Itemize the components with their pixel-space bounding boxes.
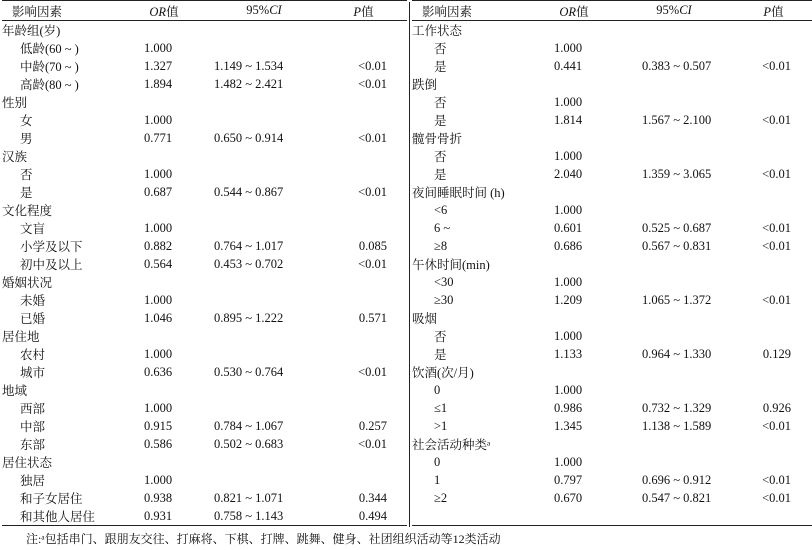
or-cell — [530, 309, 618, 327]
p-cell: <0.01 — [762, 472, 791, 487]
factor-cell: <30 — [434, 274, 454, 289]
header-ci: 95%CI — [208, 1, 320, 21]
factor-cell: 0 — [434, 382, 441, 397]
ci-cell — [208, 93, 320, 111]
p-cell — [320, 399, 407, 417]
table-row — [412, 399, 812, 417]
ci-cell — [618, 39, 730, 57]
p-cell — [730, 21, 812, 40]
ci-cell — [618, 147, 730, 165]
p-cell: <0.01 — [358, 76, 387, 91]
table-row — [412, 417, 812, 435]
ci-cell — [208, 273, 320, 291]
factor-cell: 社会活动种类ᵃ — [412, 438, 491, 452]
table-row — [2, 129, 407, 147]
factor-cell: 工作状态 — [412, 24, 463, 38]
ci-cell: 0.383 ~ 0.507 — [642, 58, 712, 73]
table-row — [2, 471, 407, 489]
table-row — [2, 399, 407, 417]
group-row — [2, 201, 407, 219]
p-cell — [730, 363, 812, 381]
table-row — [2, 291, 407, 309]
ci-cell — [618, 507, 730, 526]
ci-cell — [618, 255, 730, 273]
or-cell: 0.586 — [144, 436, 173, 451]
left-table — [2, 0, 407, 526]
or-cell: 1.000 — [144, 292, 173, 307]
ci-cell — [208, 453, 320, 471]
p-cell: <0.01 — [762, 112, 791, 127]
or-cell: 1.000 — [144, 40, 173, 55]
factor-cell: <6 — [434, 202, 448, 217]
table-row — [412, 57, 812, 75]
table-row — [2, 489, 407, 507]
table-row — [412, 453, 812, 471]
ci-cell — [208, 291, 320, 309]
factor-cell: ≤1 — [434, 400, 448, 415]
table-row — [2, 111, 407, 129]
or-cell: 0.601 — [554, 220, 583, 235]
factor-cell: 否 — [434, 96, 447, 110]
factor-cell: 男 — [20, 132, 33, 146]
factor-cell: 文化程度 — [2, 204, 53, 218]
factor-cell: 文盲 — [20, 222, 46, 236]
factor-cell: 居住状态 — [2, 456, 53, 470]
factor-cell: 是 — [20, 186, 33, 200]
factor-cell: 1 — [434, 472, 441, 487]
group-row — [412, 363, 812, 381]
table-row — [412, 201, 812, 219]
ci-cell: 0.453 ~ 0.702 — [214, 256, 284, 271]
factor-cell: 否 — [434, 330, 447, 344]
or-cell — [120, 381, 208, 399]
column-divider — [409, 2, 410, 527]
factor-cell: 婚姻状况 — [2, 276, 53, 290]
ci-cell: 0.502 ~ 0.683 — [214, 436, 284, 451]
group-row — [2, 453, 407, 471]
or-cell: 1.209 — [554, 292, 583, 307]
header-or: OR值 — [120, 1, 208, 21]
p-cell — [730, 201, 812, 219]
p-cell: <0.01 — [358, 130, 387, 145]
or-cell: 1.046 — [144, 310, 173, 325]
p-cell: <0.01 — [762, 418, 791, 433]
factor-cell: 和其他人居住 — [2, 507, 120, 526]
or-cell: 0.797 — [554, 472, 583, 487]
ci-cell — [618, 309, 730, 327]
table-row — [2, 75, 407, 93]
factor-cell: 和子女居住 — [20, 492, 83, 506]
right-table — [412, 0, 812, 526]
factor-cell: 农村 — [20, 348, 46, 362]
ci-cell — [618, 75, 730, 93]
or-cell: 0.686 — [554, 238, 583, 253]
factor-cell: 年龄组(岁) — [2, 24, 61, 38]
table-row — [412, 381, 812, 399]
factor-cell: 性别 — [2, 96, 28, 110]
or-cell: 1.000 — [554, 40, 583, 55]
or-cell — [120, 453, 208, 471]
factor-cell: 城市 — [20, 366, 46, 380]
ci-cell — [208, 111, 320, 129]
p-cell: <0.01 — [358, 58, 387, 73]
p-cell — [320, 93, 407, 111]
or-cell — [530, 255, 618, 273]
group-row — [2, 147, 407, 165]
p-cell: 0.344 — [358, 490, 387, 505]
p-cell: 0.926 — [762, 400, 791, 415]
ci-cell — [618, 129, 730, 147]
p-cell — [730, 453, 812, 471]
or-cell: 0.441 — [554, 58, 583, 73]
factor-cell: ≥2 — [434, 490, 448, 505]
ci-cell — [208, 201, 320, 219]
p-cell: 0.494 — [320, 507, 407, 526]
ci-cell — [618, 381, 730, 399]
ci-cell: 0.547 ~ 0.821 — [642, 490, 712, 505]
table-footnote: 注:ᵃ包括串门、跟朋友交往、打麻将、下棋、打牌、跳舞、健身、社团组织活动等12类活动 — [26, 532, 501, 546]
ci-cell: 0.567 ~ 0.831 — [642, 238, 712, 253]
header-ci: 95%CI — [618, 1, 730, 21]
p-cell — [320, 327, 407, 345]
ci-cell — [208, 471, 320, 489]
or-cell: 1.000 — [144, 472, 173, 487]
group-row — [412, 309, 812, 327]
ci-cell — [208, 399, 320, 417]
ci-cell: 0.732 ~ 1.329 — [642, 400, 712, 415]
ci-cell — [618, 453, 730, 471]
or-cell — [530, 75, 618, 93]
p-cell: <0.01 — [762, 58, 791, 73]
or-cell — [120, 327, 208, 345]
p-cell: <0.01 — [762, 490, 791, 505]
ci-cell: 0.764 ~ 1.017 — [214, 238, 284, 253]
p-cell: <0.01 — [358, 436, 387, 451]
or-cell: 0.771 — [144, 130, 173, 145]
or-cell: 1.000 — [554, 454, 583, 469]
or-cell — [530, 129, 618, 147]
ci-cell: 0.784 ~ 1.067 — [214, 418, 284, 433]
table-row — [412, 489, 812, 507]
p-cell: <0.01 — [358, 184, 387, 199]
ci-cell — [618, 327, 730, 345]
factor-cell: 已婚 — [20, 312, 46, 326]
p-cell — [730, 309, 812, 327]
group-row — [412, 183, 812, 201]
or-cell — [530, 363, 618, 381]
p-cell: 0.571 — [358, 310, 387, 325]
ci-cell: 1.138 ~ 1.589 — [642, 418, 712, 433]
ci-cell: 0.525 ~ 0.687 — [642, 220, 712, 235]
p-cell — [730, 93, 812, 111]
ci-cell — [618, 363, 730, 381]
group-row — [412, 255, 812, 273]
or-cell: 0.931 — [120, 507, 208, 526]
ci-cell — [618, 201, 730, 219]
table-row — [2, 435, 407, 453]
p-cell: <0.01 — [762, 166, 791, 181]
group-row — [412, 75, 812, 93]
p-cell — [730, 147, 812, 165]
or-cell: 1.814 — [554, 112, 583, 127]
factor-cell: 是 — [434, 348, 447, 362]
factor-cell: 中部 — [20, 420, 46, 434]
or-cell: 1.000 — [554, 382, 583, 397]
factor-cell: 夜间睡眠时间 (h) — [412, 186, 505, 200]
p-cell — [730, 75, 812, 93]
p-cell: 0.257 — [358, 418, 387, 433]
table-row — [412, 219, 812, 237]
factor-cell: 小学及以下 — [20, 240, 83, 254]
ci-cell: 0.895 ~ 1.222 — [214, 310, 284, 325]
ci-cell: 1.482 ~ 2.421 — [214, 76, 284, 91]
or-cell: 2.040 — [554, 166, 583, 181]
p-cell: <0.01 — [762, 238, 791, 253]
p-cell: <0.01 — [358, 256, 387, 271]
p-cell — [320, 381, 407, 399]
p-cell — [730, 39, 812, 57]
ci-cell — [618, 183, 730, 201]
factor-cell: 低龄(60 ~ ) — [20, 42, 79, 56]
factor-cell: 是 — [434, 168, 447, 182]
factor-cell: 否 — [434, 150, 447, 164]
factor-cell: 地域 — [2, 384, 28, 398]
group-row — [2, 273, 407, 291]
or-cell: 1.000 — [554, 274, 583, 289]
table-row — [2, 237, 407, 255]
header-row — [412, 1, 812, 21]
table-row — [412, 39, 812, 57]
group-row — [412, 435, 812, 453]
p-cell — [320, 201, 407, 219]
table-row — [412, 471, 812, 489]
ci-cell: 0.758 ~ 1.143 — [208, 507, 320, 526]
or-cell: 0.636 — [144, 364, 173, 379]
p-cell — [730, 327, 812, 345]
ci-cell — [618, 273, 730, 291]
or-cell — [120, 147, 208, 165]
p-cell — [730, 381, 812, 399]
or-cell — [530, 183, 618, 201]
or-cell: 1.345 — [554, 418, 583, 433]
table-row — [2, 219, 407, 237]
factor-cell: 未婚 — [20, 294, 46, 308]
factor-cell: 髋骨骨折 — [412, 132, 463, 146]
table-row — [2, 363, 407, 381]
header-p: P值 — [730, 1, 812, 21]
p-cell — [320, 39, 407, 57]
ci-cell: 0.650 ~ 0.914 — [214, 130, 284, 145]
table-row — [2, 309, 407, 327]
table-row — [412, 93, 812, 111]
p-cell — [320, 147, 407, 165]
p-cell — [320, 165, 407, 183]
factor-cell: 西部 — [20, 402, 46, 416]
or-cell — [120, 273, 208, 291]
p-cell — [730, 129, 812, 147]
factor-cell: 中龄(70 ~ ) — [20, 60, 79, 74]
ci-cell: 1.567 ~ 2.100 — [642, 112, 712, 127]
factor-cell: 女 — [20, 114, 33, 128]
table-row — [2, 183, 407, 201]
table-row — [2, 255, 407, 273]
factor-cell: 吸烟 — [412, 312, 438, 326]
table-row — [2, 417, 407, 435]
ci-cell: 1.359 ~ 3.065 — [642, 166, 712, 181]
factor-cell: 0 — [434, 454, 441, 469]
group-row — [2, 327, 407, 345]
p-cell: 0.129 — [762, 346, 791, 361]
table-row — [412, 111, 812, 129]
p-cell — [320, 219, 407, 237]
group-row — [2, 381, 407, 399]
factor-cell: 是 — [434, 60, 447, 74]
factor-cell: 否 — [434, 42, 447, 56]
ci-cell: 0.530 ~ 0.764 — [214, 364, 284, 379]
or-cell: 1.000 — [554, 94, 583, 109]
factor-cell: >1 — [434, 418, 448, 433]
or-cell: 1.000 — [144, 166, 173, 181]
or-cell — [120, 21, 208, 40]
factor-cell: 初中及以上 — [20, 258, 83, 272]
ci-cell — [618, 93, 730, 111]
ci-cell — [208, 219, 320, 237]
ci-cell: 1.065 ~ 1.372 — [642, 292, 712, 307]
factor-cell: 汉族 — [2, 150, 28, 164]
p-cell: 0.085 — [358, 238, 387, 253]
factor-cell: 是 — [434, 114, 447, 128]
header-factor: 影响因素 — [2, 1, 120, 21]
or-cell: 0.938 — [144, 490, 173, 505]
or-cell: 0.564 — [144, 256, 173, 271]
p-cell — [320, 471, 407, 489]
p-cell — [320, 273, 407, 291]
ci-cell — [618, 435, 730, 453]
factor-cell: 否 — [20, 168, 33, 182]
ci-cell: 1.149 ~ 1.534 — [214, 58, 284, 73]
or-cell: 1.894 — [144, 76, 173, 91]
ci-cell — [208, 147, 320, 165]
table-row — [2, 507, 407, 526]
group-row — [2, 21, 407, 40]
p-cell — [320, 111, 407, 129]
factor-cell: 独居 — [20, 474, 46, 488]
or-cell — [120, 201, 208, 219]
p-cell — [730, 183, 812, 201]
p-cell — [730, 507, 812, 526]
or-cell: 1.000 — [554, 328, 583, 343]
table-row — [412, 327, 812, 345]
factor-cell: 居住地 — [2, 330, 40, 344]
p-cell — [320, 453, 407, 471]
factor-cell: 6 ~ — [434, 220, 451, 235]
ci-cell — [208, 165, 320, 183]
table-row — [2, 57, 407, 75]
or-cell — [530, 507, 618, 526]
or-cell — [530, 21, 618, 40]
group-row — [412, 21, 812, 40]
ci-cell — [208, 39, 320, 57]
header-factor: 影响因素 — [412, 1, 530, 21]
group-row — [2, 93, 407, 111]
factor-cell: 跌倒 — [412, 78, 438, 92]
or-cell: 1.327 — [144, 58, 173, 73]
p-cell: <0.01 — [762, 220, 791, 235]
or-cell: 1.133 — [554, 346, 583, 361]
factor-cell: 东部 — [20, 438, 46, 452]
p-cell — [320, 291, 407, 309]
ci-cell — [208, 327, 320, 345]
header-or: OR值 — [530, 1, 618, 21]
ci-cell: 0.821 ~ 1.071 — [214, 490, 284, 505]
factor-cell: ≥30 — [434, 292, 454, 307]
ci-cell — [208, 21, 320, 40]
table-row — [412, 291, 812, 309]
ci-cell: 0.964 ~ 1.330 — [642, 346, 712, 361]
table-row — [412, 237, 812, 255]
p-cell — [320, 345, 407, 363]
table-row — [412, 345, 812, 363]
table-row — [412, 273, 812, 291]
or-cell: 0.670 — [554, 490, 583, 505]
factor-cell: 饮酒(次/月) — [412, 366, 474, 380]
p-cell — [730, 435, 812, 453]
table-row — [2, 345, 407, 363]
or-cell: 0.882 — [144, 238, 173, 253]
header-row — [2, 1, 407, 21]
ci-cell — [618, 21, 730, 40]
p-cell — [730, 273, 812, 291]
p-cell — [320, 21, 407, 40]
table-row — [412, 147, 812, 165]
or-cell: 1.000 — [144, 112, 173, 127]
ci-cell — [208, 381, 320, 399]
or-cell: 1.000 — [144, 220, 173, 235]
factor-cell: ≥8 — [434, 238, 448, 253]
or-cell: 1.000 — [554, 148, 583, 163]
table-row — [2, 165, 407, 183]
table-row — [2, 39, 407, 57]
p-cell: <0.01 — [358, 364, 387, 379]
factor-cell: 高龄(80 ~ ) — [20, 78, 79, 92]
or-cell: 0.915 — [144, 418, 173, 433]
or-cell — [530, 435, 618, 453]
group-row — [412, 129, 812, 147]
factor-cell — [412, 507, 530, 526]
or-cell: 1.000 — [144, 346, 173, 361]
or-cell: 1.000 — [144, 400, 173, 415]
factor-cell: 午休时间(min) — [412, 258, 490, 272]
or-cell: 0.986 — [554, 400, 583, 415]
or-cell: 1.000 — [554, 202, 583, 217]
ci-cell: 0.544 ~ 0.867 — [214, 184, 284, 199]
ci-cell — [208, 345, 320, 363]
p-cell: <0.01 — [762, 292, 791, 307]
ci-cell: 0.696 ~ 0.912 — [642, 472, 712, 487]
or-cell — [120, 93, 208, 111]
table-row — [412, 165, 812, 183]
p-cell — [730, 255, 812, 273]
table-row — [412, 507, 812, 526]
or-cell: 0.687 — [144, 184, 173, 199]
header-p: P值 — [320, 1, 407, 21]
